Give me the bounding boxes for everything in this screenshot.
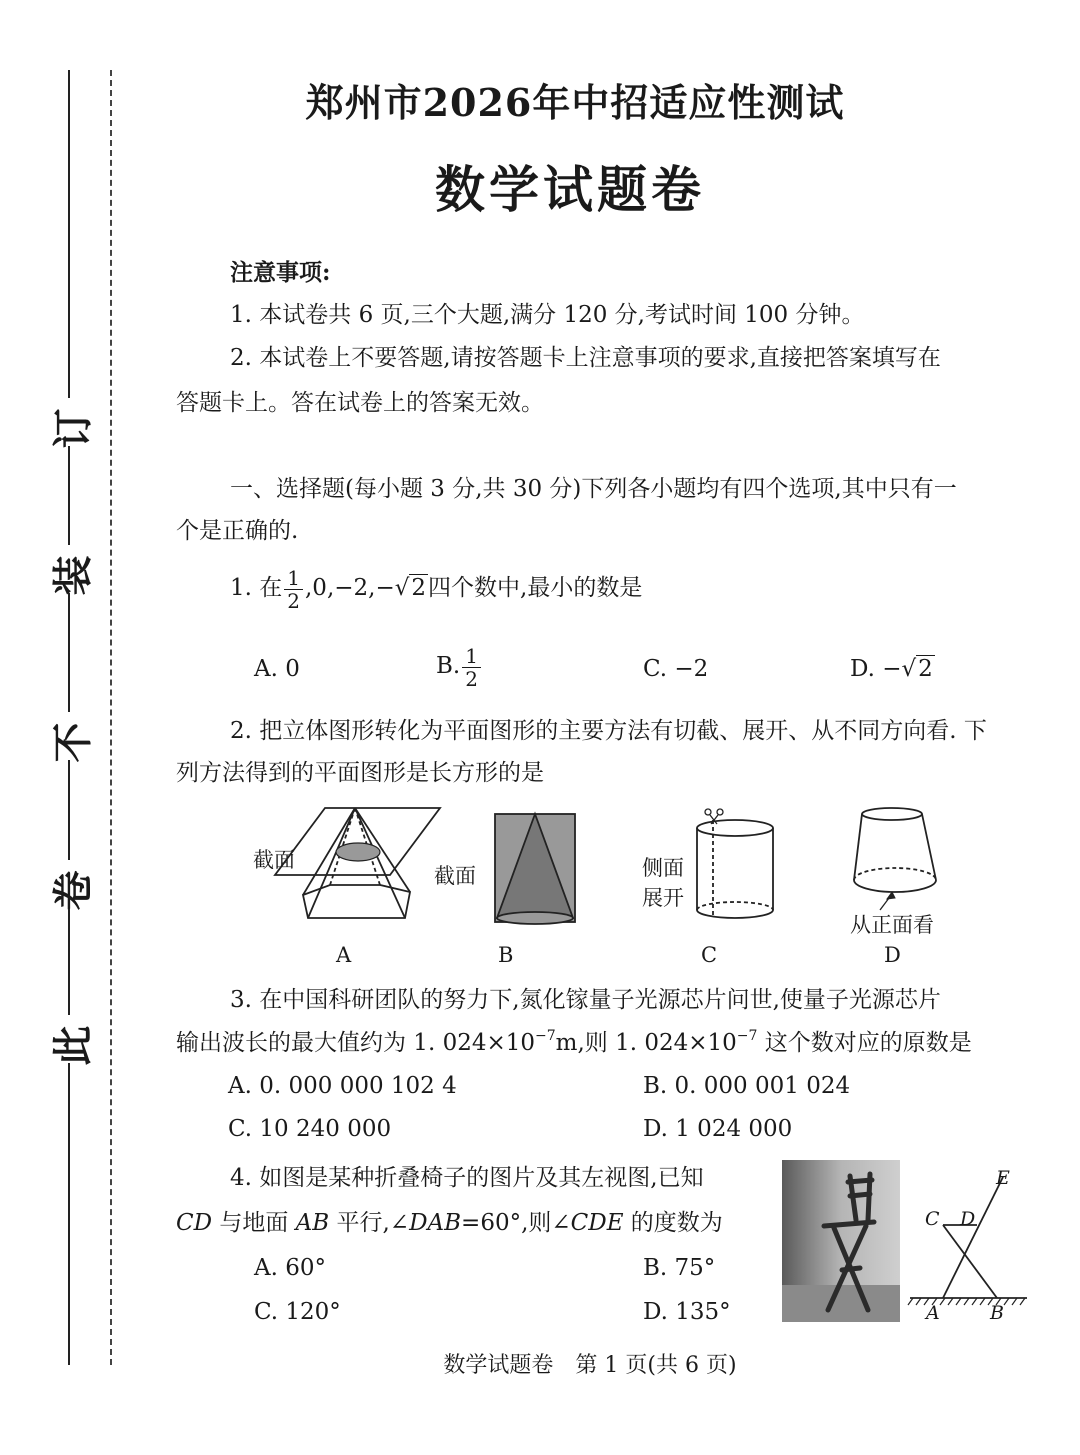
q4-point-b: B bbox=[990, 1302, 1004, 1324]
q1-fraction bbox=[284, 567, 303, 612]
q4-point-d: D bbox=[960, 1208, 976, 1230]
q3-option-b: B. 0. 000 001 024 bbox=[643, 1073, 851, 1099]
q1-option-b-prefix: B. bbox=[436, 653, 461, 679]
binding-char-juan: 卷 bbox=[49, 870, 97, 911]
notice-heading: 注意事项: bbox=[230, 259, 331, 286]
q4-line2-mid3: =60°,则∠ bbox=[461, 1210, 571, 1236]
q2-label-b: B bbox=[498, 943, 514, 967]
q1-sqrt bbox=[395, 562, 428, 614]
q3-line2-b: m,则 1. 024×10 bbox=[555, 1030, 737, 1056]
q2-label-c: C bbox=[701, 943, 718, 967]
q1-option-a: A. 0 bbox=[254, 656, 300, 682]
q3-line2-c: 这个数对应的原数是 bbox=[757, 1030, 972, 1056]
q4-line2-end: 的度数为 bbox=[623, 1210, 723, 1236]
exam-subtitle: 数学试题卷 bbox=[435, 160, 705, 219]
q1-option-d-prefix: D. − bbox=[850, 656, 902, 682]
q4-point-a: A bbox=[926, 1302, 940, 1324]
q2-label-d: D bbox=[884, 943, 901, 967]
q2-line1: 2. 把立体图形转化为平面图形的主要方法有切截、展开、从不同方向看. 下 bbox=[230, 718, 987, 744]
q1-option-d-sqrt-sign: √ bbox=[901, 656, 917, 682]
q3-option-c: C. 10 240 000 bbox=[228, 1116, 392, 1142]
section1-line1: 一、选择题(每小题 3 分,共 30 分)下列各小题均有四个选项,其中只有一 bbox=[230, 476, 957, 502]
q1-stem bbox=[230, 562, 642, 614]
q2-line2: 列方法得到的平面图形是长方形的是 bbox=[176, 760, 544, 786]
q3-line2 bbox=[176, 1028, 972, 1058]
q4-line2 bbox=[176, 1208, 723, 1238]
q3-line1: 3. 在中国科研团队的努力下,氮化镓量子光源芯片问世,使量子光源芯片 bbox=[230, 987, 941, 1013]
q1-option-d-sqrt bbox=[902, 654, 935, 684]
q1-option-d-rad: 2 bbox=[918, 656, 933, 682]
q2-fig-b-note: 截面 bbox=[434, 864, 476, 888]
section1-line2: 个是正确的. bbox=[176, 518, 299, 544]
binding-char-bu: 不 bbox=[49, 722, 97, 763]
q4-line1: 4. 如图是某种折叠椅子的图片及其左视图,已知 bbox=[230, 1165, 704, 1191]
q1-option-b-fraction bbox=[462, 645, 481, 690]
q4-cd: CD bbox=[176, 1210, 213, 1236]
q3-exp2: −7 bbox=[736, 1028, 758, 1044]
q4-option-c: C. 120° bbox=[254, 1299, 341, 1325]
q4-dab: DAB bbox=[409, 1210, 462, 1236]
q1-frac-den: 2 bbox=[287, 588, 300, 613]
q1-option-d bbox=[850, 654, 935, 684]
q1-option-c: C. −2 bbox=[643, 656, 709, 682]
q3-line2-a: 输出波长的最大值约为 1. 024×10 bbox=[176, 1030, 536, 1056]
q3-option-a: A. 0. 000 000 102 4 bbox=[228, 1073, 457, 1099]
q2-figure-c bbox=[697, 809, 773, 918]
q4-option-d: D. 135° bbox=[643, 1299, 731, 1325]
q4-chair-photo bbox=[782, 1160, 900, 1322]
q1-option-b-num: 1 bbox=[462, 645, 481, 668]
binding-line-inner bbox=[110, 70, 112, 1365]
q2-fig-a-note: 截面 bbox=[253, 848, 295, 872]
q2-fig-c-note2: 展开 bbox=[642, 886, 684, 910]
q2-fig-c-note1: 侧面 bbox=[642, 856, 684, 880]
q2-figure-a bbox=[275, 808, 440, 918]
notice-item-1: 1. 本试卷共 6 页,三个大题,满分 120 分,考试时间 100 分钟。 bbox=[230, 302, 865, 328]
binding-char-ci: 此 bbox=[49, 1025, 97, 1066]
q1-sqrt-rad: 2 bbox=[411, 575, 427, 601]
q2-figure-d bbox=[854, 808, 936, 910]
q4-left-view-diagram bbox=[905, 1165, 1035, 1325]
q4-option-a: A. 60° bbox=[254, 1255, 326, 1281]
q2-label-a: A bbox=[336, 943, 352, 967]
q4-ab: AB bbox=[295, 1210, 330, 1236]
q4-line2-mid: 与地面 bbox=[212, 1210, 296, 1236]
q1-option-b-den: 2 bbox=[465, 666, 478, 691]
q1-option-b bbox=[436, 640, 483, 692]
binding-char-ding: 订 bbox=[49, 408, 97, 449]
q2-fig-d-note: 从正面看 bbox=[850, 913, 934, 937]
q4-line2-mid2: 平行,∠ bbox=[329, 1210, 410, 1236]
q4-point-e: E bbox=[996, 1167, 1010, 1189]
q1-middle: ,0,−2,− bbox=[305, 575, 395, 601]
binding-char-zhuang: 装 bbox=[49, 555, 97, 596]
q3-exp1: −7 bbox=[535, 1028, 556, 1044]
q4-cde: CDE bbox=[570, 1210, 624, 1236]
q1-sqrt-sign: √ bbox=[394, 575, 410, 601]
notice-item-2a: 2. 本试卷上不要答题,请按答题卡上注意事项的要求,直接把答案填写在 bbox=[230, 345, 941, 371]
q3-option-d: D. 1 024 000 bbox=[643, 1116, 793, 1142]
exam-title: 郑州市2026年中招适应性测试 bbox=[305, 80, 845, 125]
q4-option-b: B. 75° bbox=[643, 1255, 716, 1281]
page-footer: 数学试题卷 第 1 页(共 6 页) bbox=[443, 1353, 737, 1378]
q1-frac-num: 1 bbox=[284, 567, 303, 590]
q2-figure-b bbox=[495, 814, 575, 924]
q4-point-c: C bbox=[925, 1208, 940, 1230]
q1-prefix: 1. 在 bbox=[230, 575, 283, 601]
notice-item-2b: 答题卡上。答在试卷上的答案无效。 bbox=[176, 390, 544, 416]
q1-suffix: 四个数中,最小的数是 bbox=[428, 575, 643, 601]
